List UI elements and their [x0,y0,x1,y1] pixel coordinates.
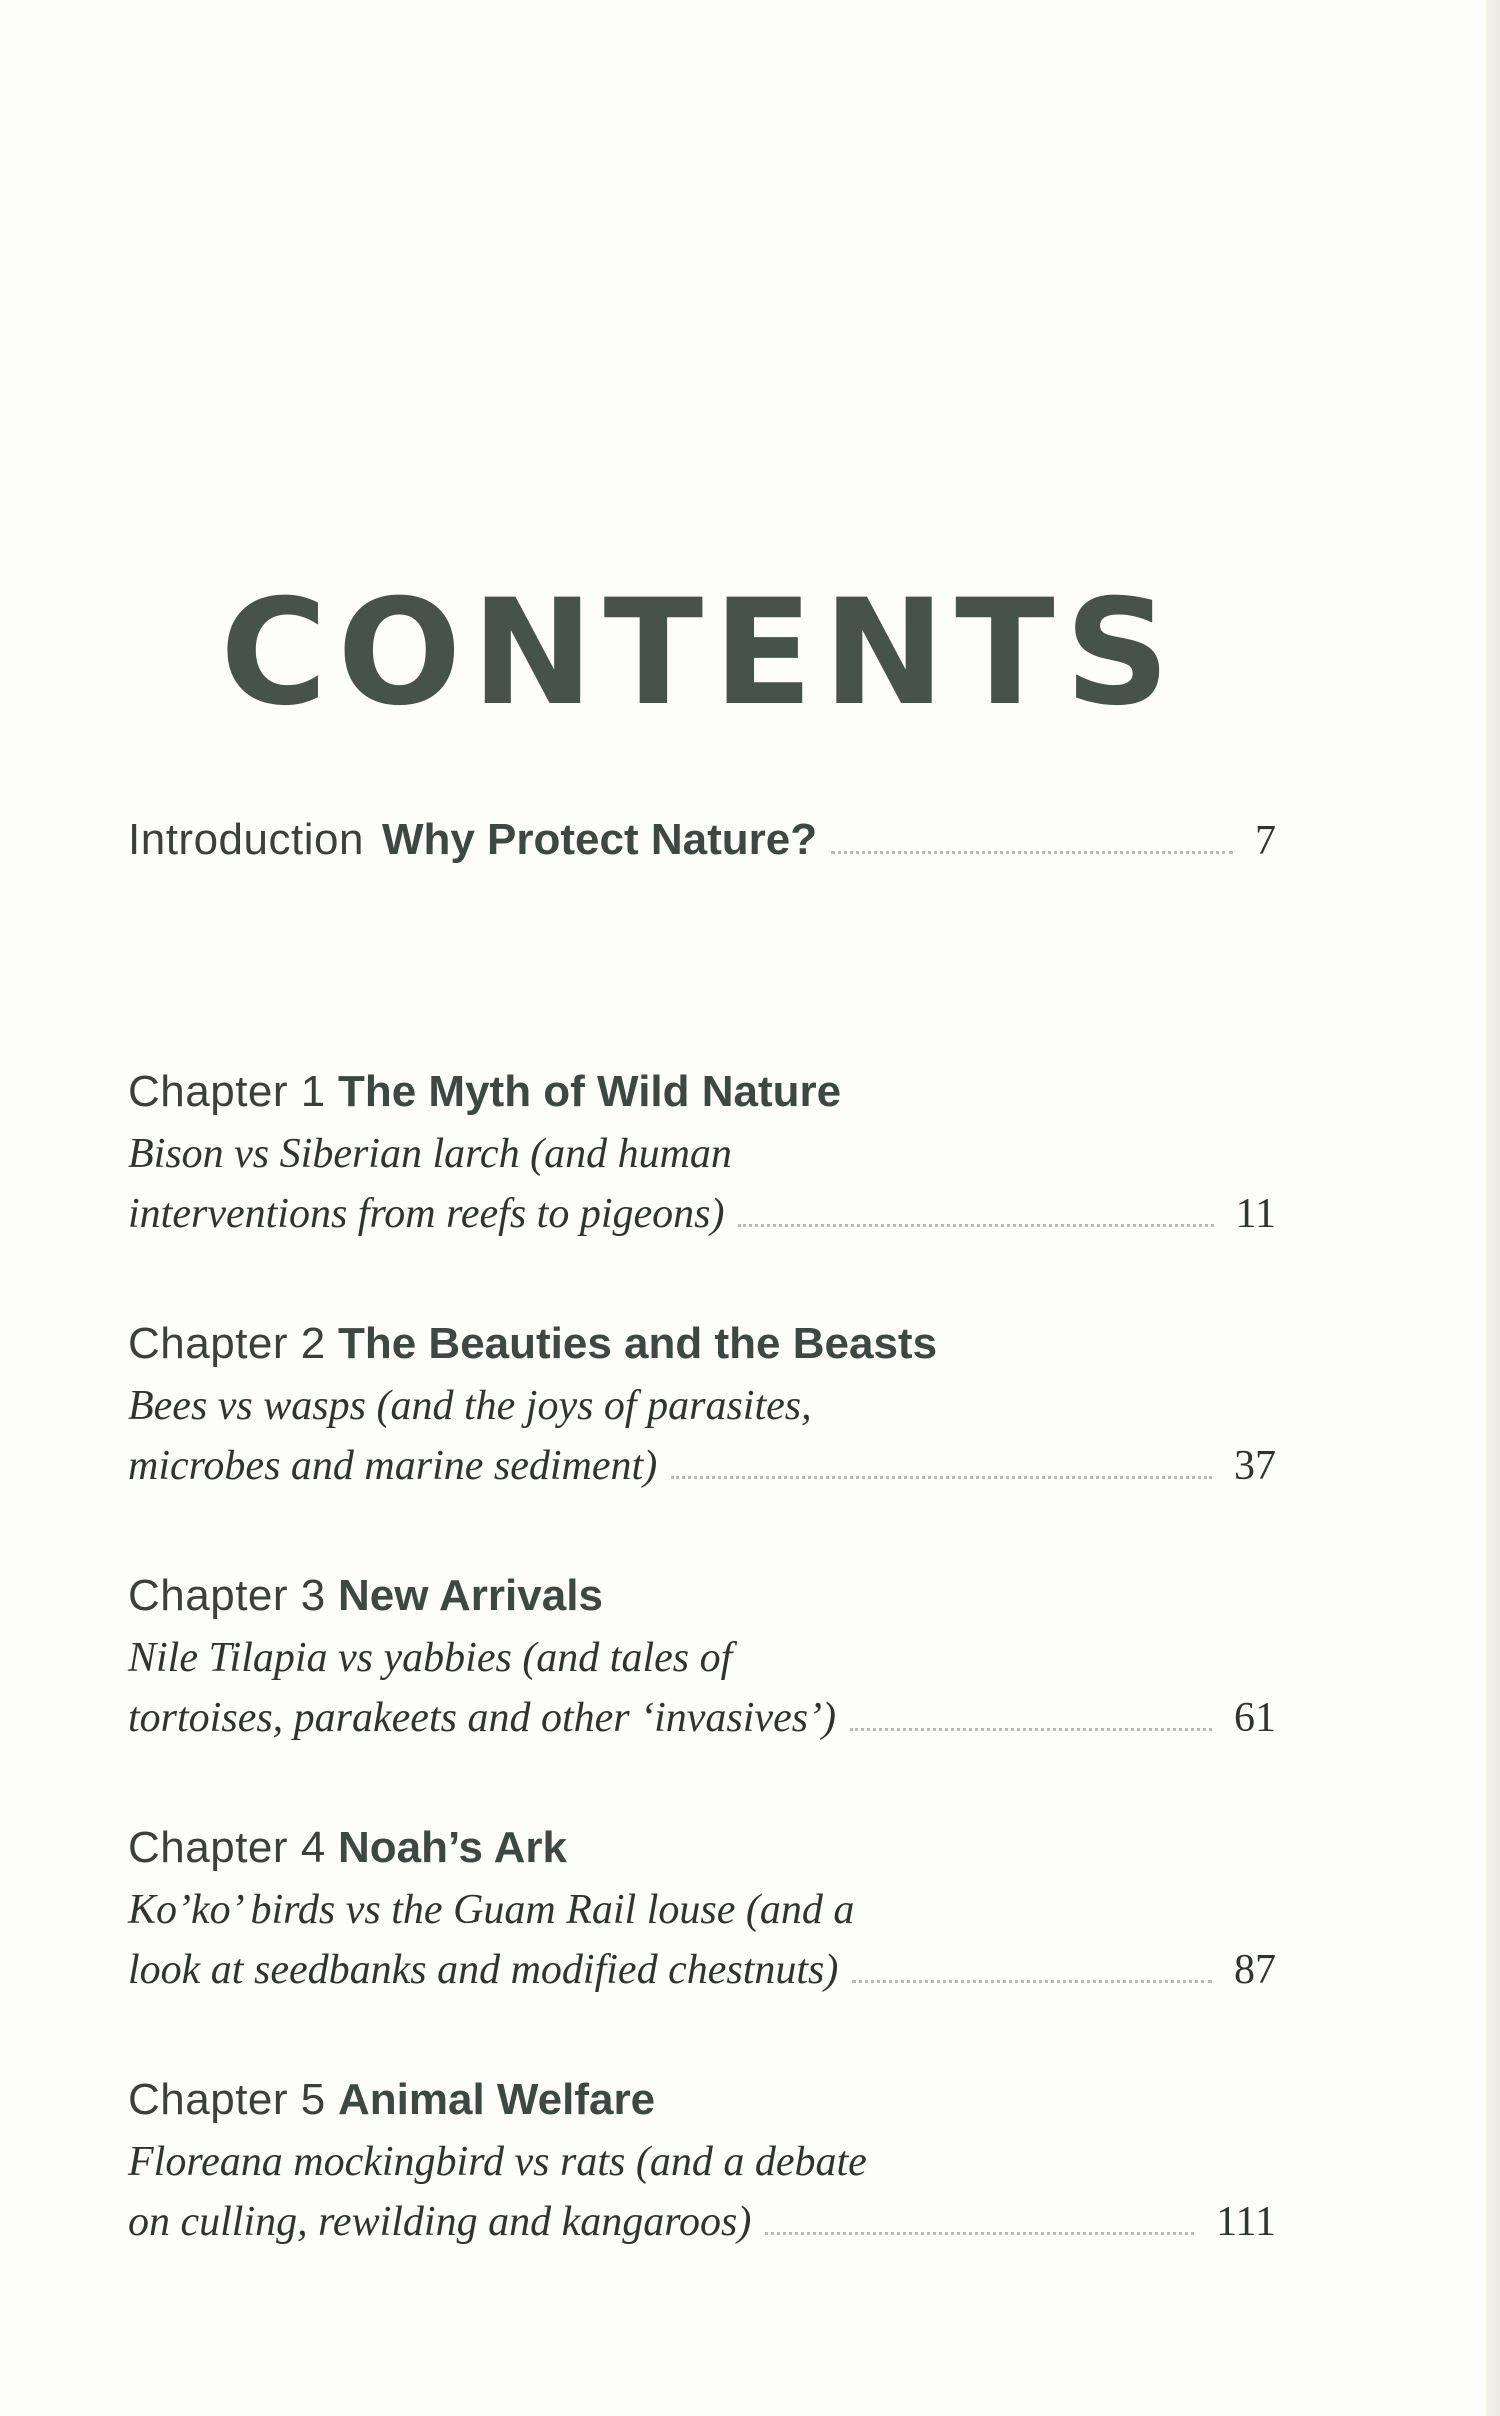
entry-label: Chapter 4 [128,1823,326,1872]
entry-subtitle-line: tortoises, parakeets and other ‘invasives’) [128,1695,837,1741]
toc-entry-chapter-4[interactable] [128,1816,1276,2068]
dot-leader [765,2232,1194,2235]
entry-subtitle-line: Ko’ko’ birds vs the Guam Rail louse (and a [128,1887,855,1933]
page-number: 11 [1235,1191,1276,1237]
toc-entry-chapter-5[interactable] [128,2068,1276,2320]
entry-title: The Myth of Wild Nature [337,1067,842,1116]
table-of-contents [128,808,1276,2320]
entry-title: Noah’s Ark [337,1823,567,1872]
page-number: 7 [1255,818,1276,864]
toc-entry-chapter-1[interactable] [128,1060,1276,1312]
dot-leader [850,1728,1212,1731]
entry-subtitle-line: interventions from reefs to pigeons) [128,1191,725,1237]
page-number: 61 [1234,1695,1276,1741]
entry-subtitle-line: Nile Tilapia vs yabbies (and tales of [128,1635,733,1681]
toc-entry-chapter-3[interactable] [128,1564,1276,1816]
entry-label: Chapter 3 [128,1571,326,1620]
entry-title: Animal Welfare [337,2075,656,2124]
dot-leader [671,1476,1212,1479]
entry-subtitle-line: Bees vs wasps (and the joys of parasites, [128,1383,812,1429]
entry-subtitle-line: microbes and marine sediment) [128,1443,658,1489]
entry-title: Why Protect Nature? [381,815,818,864]
toc-entry-chapter-2[interactable] [128,1312,1276,1564]
page-edge [1486,0,1500,2416]
entry-subtitle-line: Floreana mockingbird vs rats (and a debate [128,2139,867,2185]
dot-leader [831,851,1233,854]
entry-label: Chapter 2 [128,1319,326,1368]
entry-label: Introduction [128,815,364,864]
dot-leader [738,1224,1213,1227]
toc-entry-introduction[interactable] [128,808,1276,1060]
page-number: 87 [1234,1947,1276,1993]
entry-subtitle-line: Bison vs Siberian larch (and human [128,1131,732,1177]
entry-label: Chapter 1 [128,1067,326,1116]
page-title: CONTENTS [220,567,1180,738]
entry-label: Chapter 5 [128,2075,326,2124]
entry-title: The Beauties and the Beasts [337,1319,938,1368]
page-number: 111 [1216,2199,1276,2245]
entry-title: New Arrivals [337,1571,603,1620]
page-number: 37 [1234,1443,1276,1489]
entry-subtitle-line: on culling, rewilding and kangaroos) [128,2199,752,2245]
entry-subtitle-line: look at seedbanks and modified chestnuts) [128,1947,839,1993]
dot-leader [852,1980,1212,1983]
